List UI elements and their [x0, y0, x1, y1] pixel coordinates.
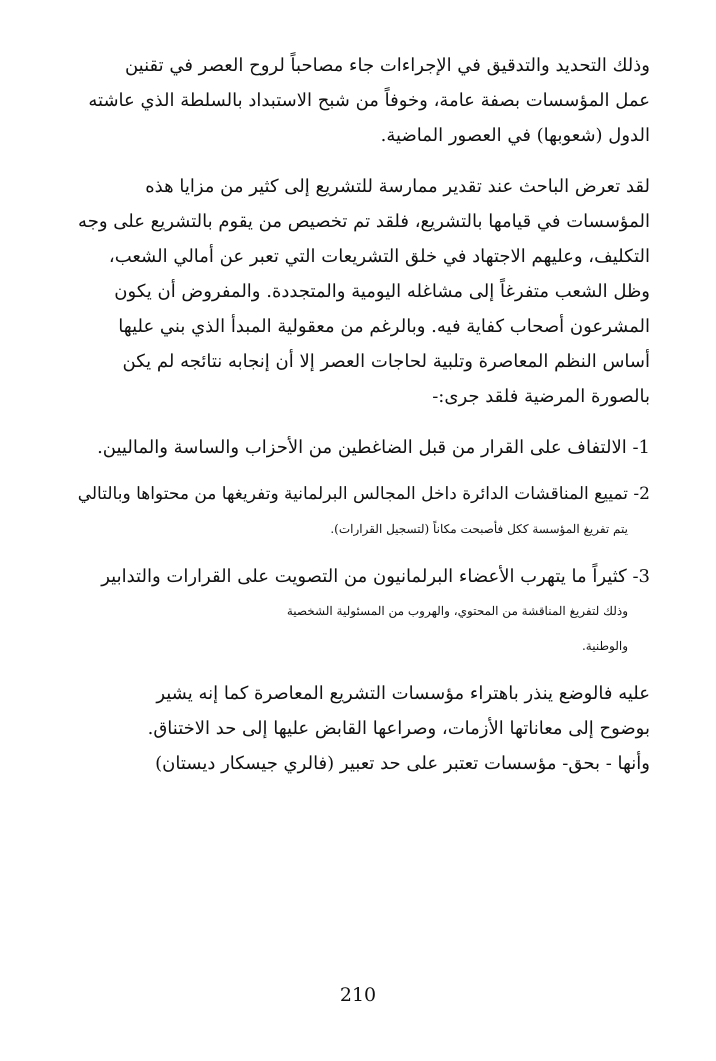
text-line: 2- تمييع المناقشات الدائرة داخل المجالس البرلمانية وتفريغها من محتواها وبالتالي: [77, 484, 650, 504]
list-item: [70, 559, 650, 664]
text-line: بالصورة المرضية فلقد جرى:-: [432, 386, 650, 407]
paragraph-intro: [70, 48, 650, 153]
text-line: لقد تعرض الباحث عند تقدير ممارسة للتشريع إلى كثير من مزايا هذه: [145, 176, 650, 197]
page-number: 210: [339, 984, 377, 1006]
text-line: وأنها - بحق- مؤسسات تعتبر على حد تعبير (فالري جيسكار ديستان): [155, 753, 650, 774]
text-line: الدول (شعوبها) في العصور الماضية.: [380, 125, 650, 146]
text-line: وذلك التحديد والتدقيق في الإجراءات جاء مصاحباً لروح العصر في تقنين: [124, 55, 650, 76]
text-line: التكليف، وعليهم الاجتهاد في خلق التشريعات التي تعبر عن أمالي الشعب،: [108, 246, 650, 267]
text-line: والوطنية.: [581, 639, 628, 653]
text-line: وظل الشعب متفرغاً إلى مشاغله اليومية والمتجددة. والمفروض أن يكون: [114, 281, 650, 302]
paragraph-closing: [70, 676, 650, 781]
text-line: يتم تفريغ المؤسسة ككل فأصبحت مكاناً (لتسجيل القرارات).: [330, 522, 628, 536]
text-line: عمل المؤسسات بصفة عامة، وخوفاً من شبح الاستبداد بالسلطة الذي عاشته: [88, 90, 650, 111]
list-item: [70, 430, 650, 465]
text-line: أساس النظم المعاصرة وتلبية لحاجات العصر إلا أن إنجابه نتائجه لم يكن: [122, 351, 650, 372]
paragraph-researcher: [70, 169, 650, 414]
page-body: [70, 48, 650, 797]
text-line: 1- الالتفاف على القرار من قبل الضاغطين من الأحزاب والساسة والماليين.: [97, 437, 650, 458]
list-item: [70, 477, 650, 547]
text-line: بوضوح إلى معاناتها الأزمات، وصراعها القابض عليها إلى حد الاختناق.: [147, 718, 650, 739]
text-line: المشرعون أصحاب كفاية فيه. وبالرغم من معقولية المبدأ الذي بني عليها: [118, 316, 650, 337]
text-line: 3- كثيراً ما يتهرب الأعضاء البرلمانيون من التصويت على القرارات والتدابير: [101, 566, 650, 587]
text-line: المؤسسات في قيامها بالتشريع، فلقد تم تخصيص من يقوم بالتشريع على وجه: [78, 211, 650, 232]
text-line: وذلك لتفريغ المناقشة من المحتوي، والهروب من المسئولية الشخصية: [286, 604, 628, 618]
text-line: عليه فالوضع ينذر باهتراء مؤسسات التشريع المعاصرة كما إنه يشير: [156, 683, 650, 704]
